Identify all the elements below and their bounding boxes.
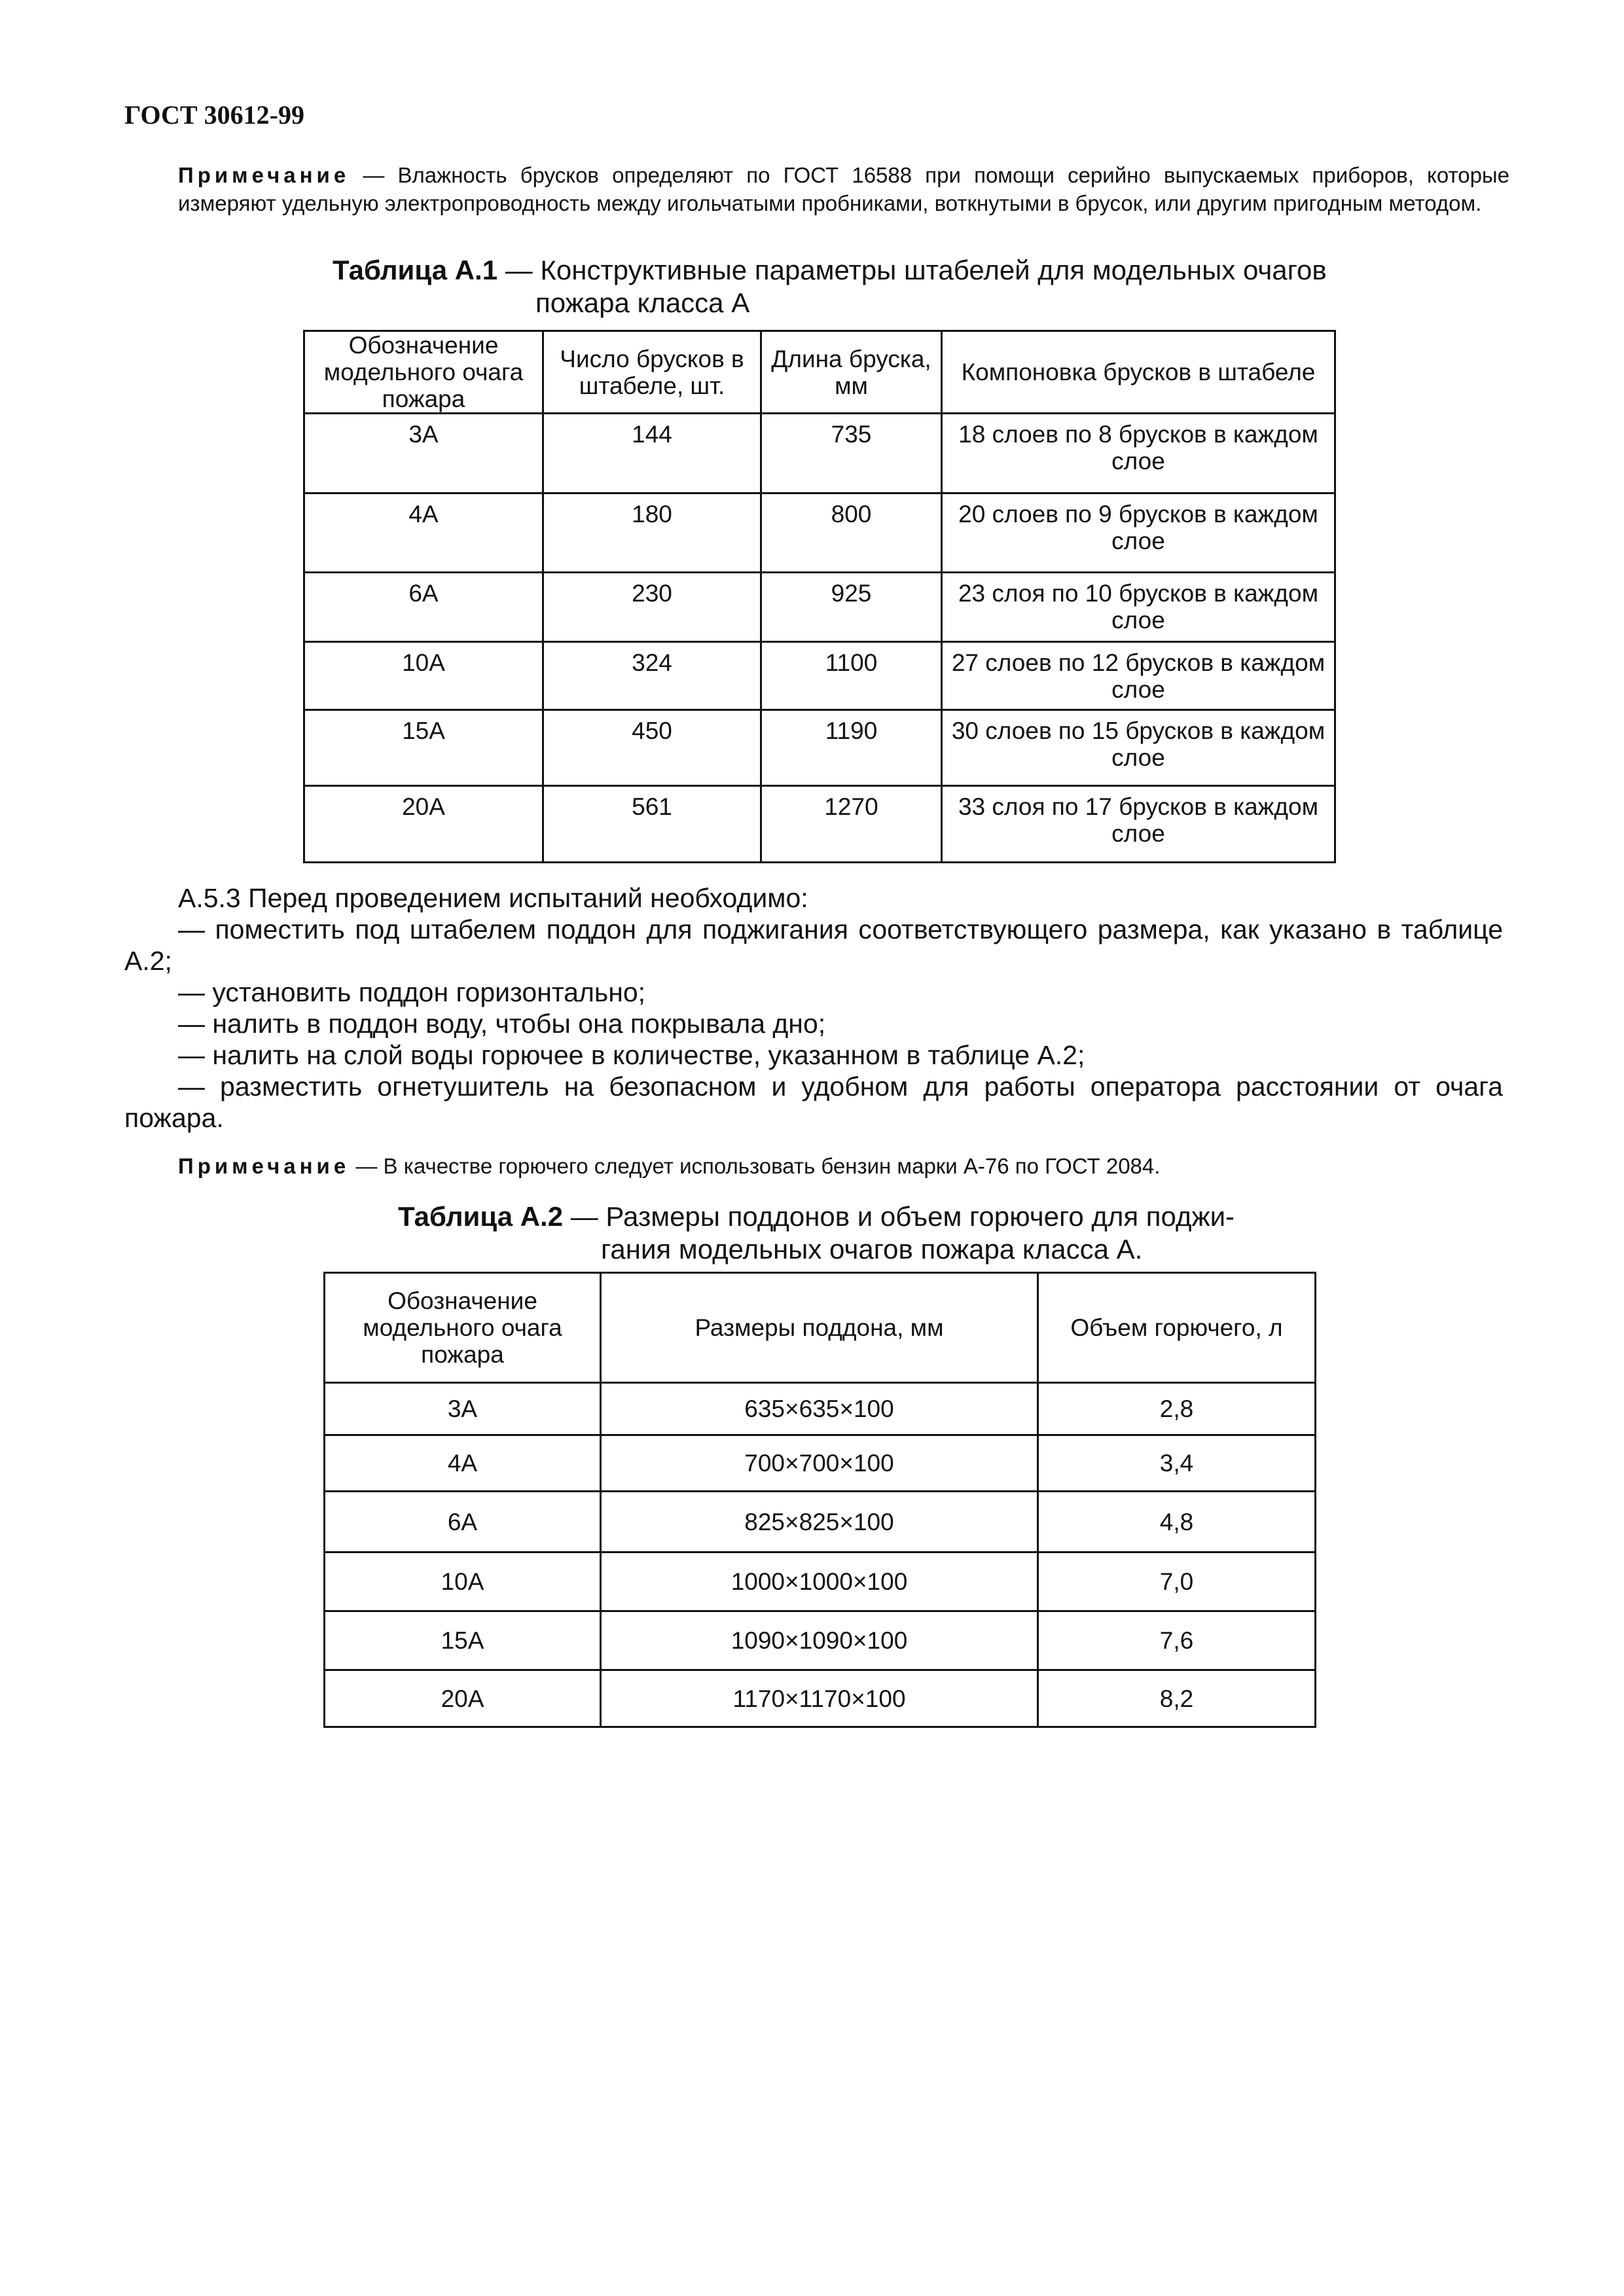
note-label: Примечание	[178, 163, 350, 187]
table-cell: 925	[761, 573, 942, 642]
table-row	[325, 1383, 1316, 1435]
table-row	[304, 573, 1335, 642]
note-text: — Влажность брусков определяют по ГОСТ 16588 при помощи серийно выпускаемых приборов, которые измеряют удельную электропроводность между игольчатыми пробниками, воткнутыми в брусок, или другим пригодным методом.	[178, 163, 1509, 215]
table-cell: 1000×1000×100	[601, 1552, 1038, 1611]
table-cell: 33 слоя по 17 брусков в каждом слое	[942, 786, 1335, 863]
table-cell: 30 слоев по 15 брусков в каждом слое	[942, 710, 1335, 786]
table-row	[304, 414, 1335, 493]
table-cell: 4А	[304, 493, 543, 573]
table-cell: 1190	[761, 710, 942, 786]
list-item: — поместить под штабелем поддон для поджигания соответствующего размера, как указано в таблице А.2;	[124, 914, 1503, 976]
caption-text: — Конструктивные параметры штабелей для модельных очагов	[497, 255, 1327, 285]
table-row	[325, 1435, 1316, 1492]
moisture-note	[178, 161, 1509, 217]
table-cell: 144	[543, 414, 761, 493]
column-header: Обозначение модельного очага пожара	[304, 331, 543, 414]
table-row	[304, 786, 1335, 863]
table-cell: 1170×1170×100	[601, 1670, 1038, 1727]
caption-number: Таблица А.1	[333, 255, 498, 285]
list-item: — налить на слой воды горючее в количестве, указанном в таблице А.2;	[178, 1040, 1085, 1070]
table-cell: 20 слоев по 9 брусков в каждом слое	[942, 493, 1335, 573]
list-item: — налить в поддон воду, чтобы она покрывала дно;	[178, 1009, 826, 1039]
table-cell: 3,4	[1038, 1435, 1316, 1492]
table-cell: 3А	[304, 414, 543, 493]
table-cell: 7,0	[1038, 1552, 1316, 1611]
table-row	[325, 1492, 1316, 1552]
caption-text: — Размеры поддонов и объем горючего для поджи-	[563, 1201, 1235, 1232]
table-row	[325, 1611, 1316, 1670]
note-text: — В качестве горючего следует использовать бензин марки А-76 по ГОСТ 2084.	[350, 1154, 1161, 1178]
table-cell: 7,6	[1038, 1611, 1316, 1670]
section-intro: А.5.3 Перед проведением испытаний необходимо:	[178, 883, 808, 913]
table-cell: 450	[543, 710, 761, 786]
table-cell: 4,8	[1038, 1492, 1316, 1552]
table-cell: 18 слоев по 8 брусков в каждом слое	[942, 414, 1335, 493]
table-a2-caption	[398, 1200, 1235, 1233]
note-label: Примечание	[178, 1154, 350, 1178]
column-header: Число брусков в штабеле, шт.	[543, 331, 761, 414]
table-cell: 825×825×100	[601, 1492, 1038, 1552]
table-cell: 1270	[761, 786, 942, 863]
table-cell: 800	[761, 493, 942, 573]
table-cell: 6А	[304, 573, 543, 642]
table-a1-caption	[333, 254, 1327, 287]
column-header: Размеры поддона, мм	[601, 1273, 1038, 1383]
table-cell: 8,2	[1038, 1670, 1316, 1727]
table-cell: 20А	[304, 786, 543, 863]
column-header: Обозначение модельного очага пожара	[325, 1273, 601, 1383]
table-a1-caption-line2: пожара класса А	[535, 287, 750, 318]
table-a2	[323, 1272, 1316, 1728]
table-cell: 735	[761, 414, 942, 493]
table-cell: 15А	[325, 1611, 601, 1670]
table-cell: 6А	[325, 1492, 601, 1552]
table-cell: 10А	[304, 642, 543, 710]
column-header: Длина бруска, мм	[761, 331, 942, 414]
table-cell: 180	[543, 493, 761, 573]
table-cell: 15А	[304, 710, 543, 786]
table-cell: 27 слоев по 12 брусков в каждом слое	[942, 642, 1335, 710]
table-header-row	[304, 331, 1335, 414]
table-cell: 2,8	[1038, 1383, 1316, 1435]
table-header-row	[325, 1273, 1316, 1383]
table-cell: 23 слоя по 10 брусков в каждом слое	[942, 573, 1335, 642]
column-header: Объем горючего, л	[1038, 1273, 1316, 1383]
table-cell: 700×700×100	[601, 1435, 1038, 1492]
table-cell: 3А	[325, 1383, 601, 1435]
table-row	[304, 710, 1335, 786]
table-cell: 1100	[761, 642, 942, 710]
table-row	[325, 1670, 1316, 1727]
document-header: ГОСТ 30612-99	[124, 100, 304, 130]
table-row	[304, 642, 1335, 710]
table-cell: 4А	[325, 1435, 601, 1492]
fuel-note	[178, 1152, 1509, 1180]
column-header: Компоновка брусков в штабеле	[942, 331, 1335, 414]
table-cell: 230	[543, 573, 761, 642]
table-cell: 10А	[325, 1552, 601, 1611]
table-cell: 561	[543, 786, 761, 863]
list-item: — разместить огнетушитель на безопасном и удобном для работы оператора расстоянии от очага пожара.	[124, 1071, 1503, 1133]
table-row	[304, 493, 1335, 573]
caption-number: Таблица А.2	[398, 1201, 564, 1232]
table-a2-caption-line2: гания модельных очагов пожара класса А.	[601, 1234, 1143, 1265]
list-item: — установить поддон горизонтально;	[178, 977, 646, 1007]
table-cell: 20А	[325, 1670, 601, 1727]
table-cell: 324	[543, 642, 761, 710]
table-a1	[303, 330, 1336, 863]
section-a53	[124, 882, 1503, 1134]
table-cell: 635×635×100	[601, 1383, 1038, 1435]
table-cell: 1090×1090×100	[601, 1611, 1038, 1670]
table-row	[325, 1552, 1316, 1611]
